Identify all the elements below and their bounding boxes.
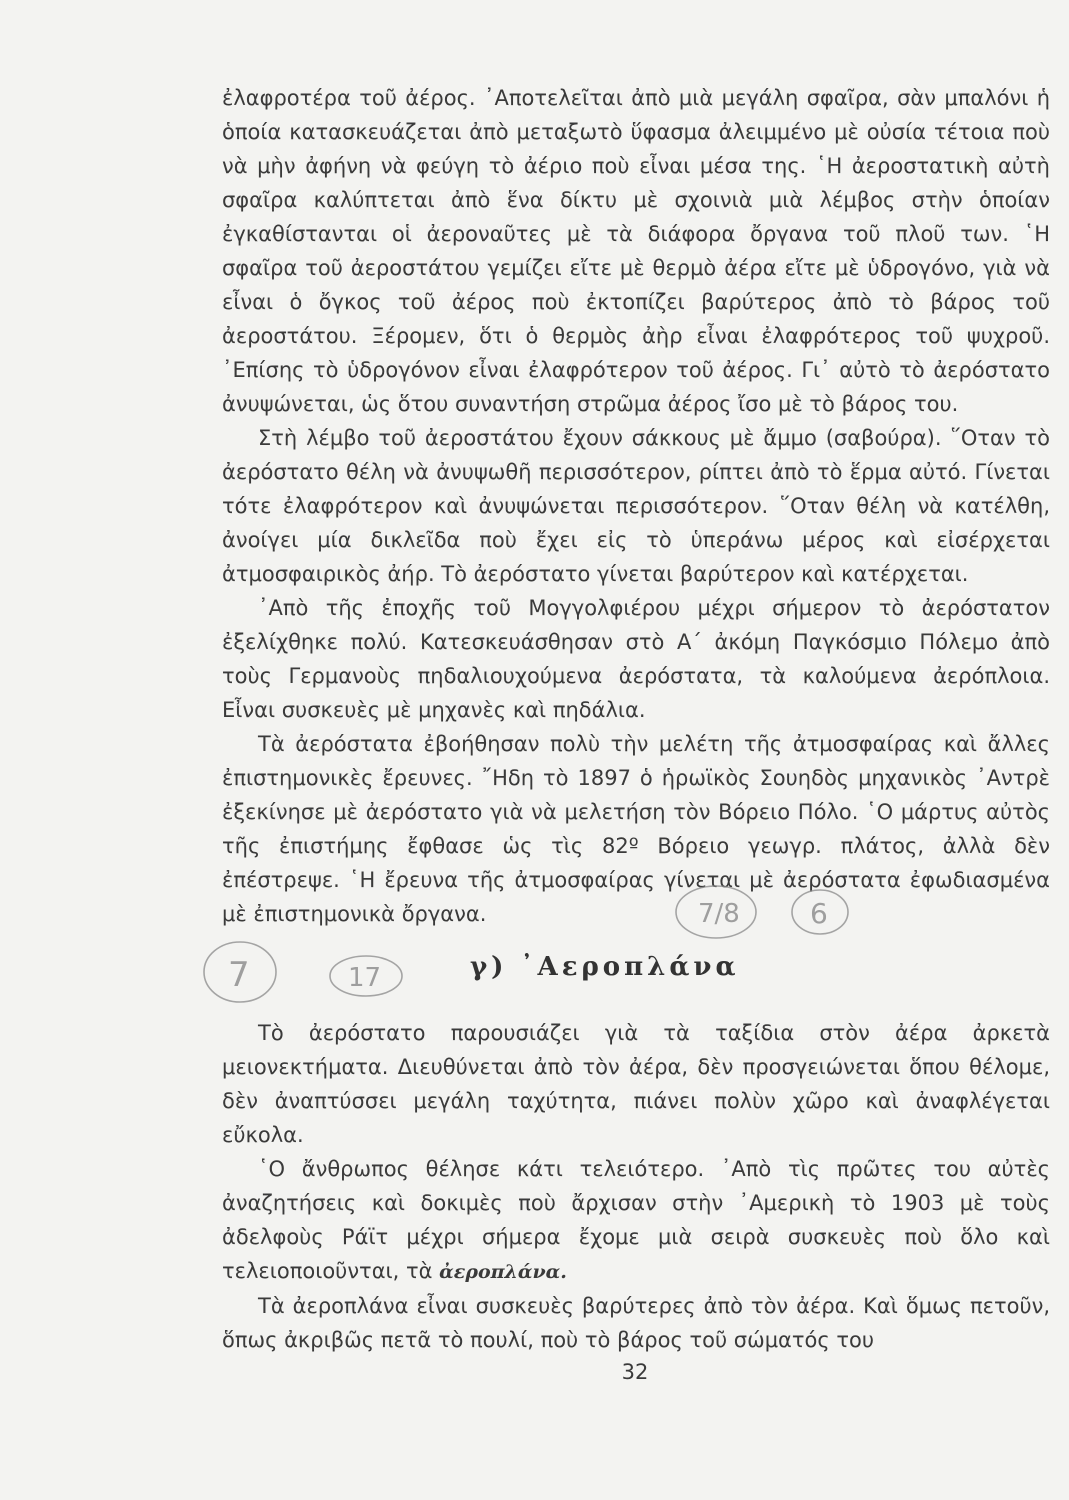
paragraph-text: ῾Ο ἄνθρωπος θέλησε κάτι τελειότερο. ᾿Απὸ τὶς πρῶτες του αὐτὲς ἀναζητήσεις καὶ δοκιμὲς ποὺ ἄρχισαν στὴν ᾿Αμερικὴ τὸ 1903 μὲ τοὺς ἀδελφοὺς Ράϊτ μέχρι σήμερα ἔχομε μιὰ σειρὰ συσκευὲς ποὺ ὅλο καὶ τελειοποιοῦνται, τὰ: [222, 1157, 1050, 1283]
body-text-section-1: [222, 81, 1050, 931]
page-number: 32: [621, 1360, 649, 1384]
annotation-mark: 6: [810, 897, 828, 930]
paragraph: ἐλαφροτέρα τοῦ ἀέρος. ᾿Αποτελεῖται ἀπὸ μιὰ μεγάλη σφαῖρα, σὰν μπαλόνι ἡ ὁποία κατασκευάζεται ἀπὸ μεταξωτὸ ὕφασμα ἀλειμμένο μὲ οὐσία τέτοια ποὺ νὰ μὴν ἀφήνη νὰ φεύγη τὸ ἀέριο ποὺ εἶναι μέσα της. ῾Η ἀεροστατικὴ αὐτὴ σφαῖρα καλύπτεται ἀπὸ ἕνα δίκτυ μὲ σχοινιὰ μιὰ λέμβος στὴν ὁποίαν ἐγκαθίστανται οἱ ἀεροναῦτες μὲ τὰ διάφορα ὄργανα τοῦ πλοῦ των. ῾Η σφαῖρα τοῦ ἀεροστάτου γεμίζει εἴτε μὲ θερμὸ ἀέρα εἴτε μὲ ὑδρογόνο, γιὰ νὰ εἶναι ὁ ὄγκος τοῦ ἀέρος ποὺ ἐκτοπίζει βαρύτερος ἀπὸ τὸ βάρος τοῦ ἀεροστάτου. Ξέρομεν, ὅτι ὁ θερμὸς ἀὴρ εἶναι ἐλαφρότερος τοῦ ψυχροῦ. ᾿Επίσης τὸ ὑδρογόνον εἶναι ἐλαφρότερον τοῦ ἀέρος. Γι᾿ αὐτὸ τὸ ἀερόστατο ἀνυψώνεται, ὡς ὅτου συναντήση στρῶμα ἀέρος ἴσο μὲ τὸ βάρος του.: [222, 86, 1050, 416]
handwritten-annotation-left: [198, 938, 418, 1008]
paragraph: Τὰ ἀεροπλάνα εἶναι συσκευὲς βαρύτερες ἀπὸ τὸν ἀέρα. Καὶ ὅμως πετοῦν, ὅπως ἀκριβῶς πετᾶ τὸ πουλί, ποὺ τὸ βάρος τοῦ σώματός του: [222, 1294, 1050, 1352]
emphasized-term: ἀεροπλάνα.: [439, 1261, 567, 1283]
body-text-section-2: [222, 1016, 1050, 1357]
paragraph: [222, 1152, 1050, 1289]
annotation-mark: 7: [228, 955, 250, 995]
annotation-mark: 17: [348, 963, 382, 993]
annotation-mark: 7/8: [698, 899, 740, 929]
paragraph: Τὸ ἀερόστατο παρουσιάζει γιὰ τὰ ταξίδια στὸν ἀέρα ἀρκετὰ μειονεκτήματα. Διευθύνεται ἀπὸ τὸν ἀέρα, δὲν προσγειώνεται ὅπου θέλομε, δὲν ἀναπτύσσει μεγάλη ταχύτητα, πιάνει πολὺν χῶρο καὶ ἀναφλέγεται εὔκολα.: [222, 1021, 1050, 1147]
paragraph: ᾿Απὸ τῆς ἐποχῆς τοῦ Μογγολφιέρου μέχρι σήμερον τὸ ἀερόστατον ἐξελίχθηκε πολύ. Κατεσκευάσθησαν στὸ Α΄ ἀκόμη Παγκόσμιο Πόλεμο ἀπὸ τοὺς Γερμανοὺς πηδαλιουχούμενα ἀερόστατα, τὰ καλούμενα ἀερόπλοια. Εἶναι συσκευὲς μὲ μηχανὲς καὶ πηδάλια.: [222, 596, 1050, 722]
handwritten-annotation-right: [668, 880, 868, 950]
paragraph: Στὴ λέμβο τοῦ ἀεροστάτου ἔχουν σάκκους μὲ ἄμμο (σαβούρα). ῞Οταν τὸ ἀερόστατο θέλη νὰ ἀνυψωθῆ περισσότερον, ρίπτει ἀπὸ τὸ ἕρμα αὐτό. Γίνεται τότε ἐλαφρότερον καὶ ἀνυψώνεται περισσότερον. ῞Οταν θέλη νὰ κατέλθη, ἀνοίγει μία δικλεῖδα ποὺ ἔχει εἰς τὸ ὑπεράνω μέρος καὶ εἰσέρχεται ἀτμοσφαιρικὸς ἀήρ. Τὸ ἀερόστατο γίνεται βαρύτερον καὶ κατέρχεται.: [222, 426, 1050, 586]
paragraph: Τὰ ἀερόστατα ἐβοήθησαν πολὺ τὴν μελέτη τῆς ἀτμοσφαίρας καὶ ἄλλες ἐπιστημονικὲς ἔρευνες. ῎Ηδη τὸ 1897 ὁ ἡρωϊκὸς Σουηδὸς μηχανικὸς ᾿Αντρὲ ἐξεκίνησε μὲ ἀερόστατο γιὰ νὰ μελετήση τὸν Βόρειο Πόλο. ῾Ο μάρτυς αὐτὸς τῆς ἐπιστήμης ἔφθασε ὡς τὶς 82º Βόρειο γεωγρ. πλάτος, ἀλλὰ δὲν ἐπέστρεψε. ῾Η ἔρευνα τῆς ἀτμοσφαίρας γίνεται μὲ ἀερόστατα ἐφωδιασμένα μὲ ἐπιστημονικὰ ὄργανα.: [222, 732, 1050, 926]
section-heading: γ) ᾿Αεροπλάνα: [470, 952, 740, 982]
